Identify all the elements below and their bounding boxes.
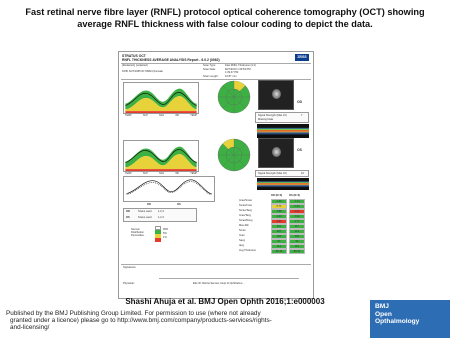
citation: Shashi Ahuja et al. BMJ Open Ophth 2016;1:e000003 (125, 297, 325, 306)
scans-os-label: OS (126, 216, 130, 219)
table-cell-os: 88.36 (289, 249, 305, 254)
table-row-label: Smax/Imax (239, 204, 252, 207)
publisher-line: Published by the BMJ Publishing Group Limited. For permission to use (where not already (6, 310, 261, 317)
combined-tsnit-plot (123, 176, 215, 202)
os-axis-labels (125, 172, 197, 175)
os-fundus-image (258, 138, 294, 168)
scans-os-text: Scans used (138, 216, 152, 219)
report-heading: RNFL THICKNESS AVERAGE ANALYSIS Report - 6.0.2 (0062) (122, 58, 220, 62)
scan-type-label: Scan Type: (203, 64, 216, 67)
oct-report (118, 51, 314, 299)
os-oct-scan (257, 178, 309, 190)
bmj-logo (370, 300, 450, 338)
table-cell-os: 1.77 (289, 219, 305, 224)
os-tsnit-plot (123, 140, 199, 172)
scans-used-box (123, 208, 197, 222)
table-row-label: Smax/Navg (239, 219, 253, 222)
table-row-label: Smax (239, 229, 246, 232)
axis-label: TEMP (125, 114, 132, 117)
table-cell-od: 110 (271, 224, 287, 229)
logo-line: BMJ (375, 303, 389, 310)
table-cell-od: 1.40 (271, 199, 287, 204)
scan-time-value: 1:39:47 PM (225, 71, 239, 75)
od-signal-value: 7 (301, 114, 303, 117)
table-cell-od: 150 (271, 234, 287, 239)
divider (121, 264, 311, 265)
pct-5: 5% (163, 232, 167, 235)
axis-label: TEMP (190, 172, 197, 175)
signature-line (159, 278, 299, 279)
scan-date-value: 8/27/2013 1:39:53 PM (225, 68, 251, 71)
table-row-label: Imax (239, 234, 245, 237)
table-cell-os: 2.93 (289, 214, 305, 219)
axis-label: SUP (142, 172, 148, 175)
table-cell-od: 85.49 (271, 249, 287, 254)
swatch-abnormal (155, 238, 161, 242)
table-header-os: OS (N=3) (289, 194, 301, 197)
od-fundus-image (258, 80, 294, 110)
os-signal-box (255, 170, 309, 177)
table-cell-os: 119 (289, 244, 305, 249)
publisher-notice (6, 310, 306, 332)
od-eye-label: OD (297, 100, 303, 104)
od-oct-scan (257, 124, 309, 138)
od-signal-label: Signal Strength (Max 10) (258, 114, 287, 117)
table-cell-od: 107 (271, 229, 287, 234)
axis-label: SUP (142, 114, 148, 117)
table-cell-os: 0.69 (289, 204, 305, 209)
publisher-line: and-licensing/ (10, 324, 50, 332)
table-cell-os: 1.44 (289, 199, 305, 204)
zeiss-logo: ZEISS (295, 54, 309, 61)
physician-name: Eds ID: Retina Service, Dept of Ophthalmo... (193, 282, 245, 285)
table-row-label: Savg (239, 239, 245, 242)
report-header (122, 54, 220, 62)
os-signal-label: Signal Strength (Max 10) (258, 172, 287, 175)
od-signal-box (255, 112, 309, 123)
scans-os-value: 1,2,3 (158, 216, 164, 219)
table-row-label: Imax/Tavg (239, 214, 251, 217)
od-sector-chart (217, 80, 251, 114)
table-row-label: Avg.Thickness (239, 249, 256, 252)
axis-label: NAS (159, 114, 164, 117)
missing-data-label: Missing Data (258, 118, 273, 121)
logo-line: Opthalmology (375, 318, 420, 326)
scans-od-label: OD (126, 210, 130, 213)
scans-od-text: Scans used (138, 210, 152, 213)
os-eye-label: OS (297, 148, 302, 152)
axis-label: TEMP (190, 114, 197, 117)
od-tsnit-plot (123, 82, 199, 114)
report-brand: STRATUS OCT (122, 54, 146, 58)
os-sector-chart (217, 138, 251, 172)
pct-1: 1% (163, 236, 167, 239)
parameter-table (239, 194, 309, 256)
pct-95: 95% (163, 228, 169, 231)
legend-os: OS (177, 203, 181, 206)
scan-type-value: Fast RNFL Thickness (3.4) (225, 64, 256, 67)
physician-label: Physician: (123, 282, 135, 285)
scan-date-label: Scan Date: (203, 68, 216, 71)
table-cell-os: 117 (289, 224, 305, 229)
signatures-label: Signatures: (123, 266, 137, 269)
axis-label: INF (175, 114, 180, 117)
scans-od-value: 1,2,3 (158, 210, 164, 213)
table-cell-os: 2.03 (289, 209, 305, 214)
axis-label: INF (175, 172, 180, 175)
table-row-label: Max-Min (239, 224, 249, 227)
normal-distribution-label: Normal Distribution Percentiles (131, 228, 144, 238)
table-cell-od: 0.71 (271, 204, 287, 209)
table-row-label: Imax/Smax (239, 199, 252, 202)
publisher-line: granted under a licence) please go to http://www.bmj.com/company/products-services/rights- (10, 317, 272, 325)
table-cell-os: 113 (289, 229, 305, 234)
patient-id: DOB: 6/27/1965 ID:7996/4 (Female (122, 70, 163, 73)
table-header-od: OD (N=3) (271, 194, 283, 197)
logo-line: Open (375, 310, 392, 318)
table-cell-od: 112 (271, 244, 287, 249)
axis-label: NAS (159, 172, 164, 175)
scan-length-label: Scan Length: (203, 74, 219, 78)
axis-label: TEMP (125, 172, 132, 175)
scan-length-value: 10.87 mm (225, 74, 237, 78)
table-cell-od: 2.63 (271, 214, 287, 219)
table-cell-od: 97 (271, 239, 287, 244)
patient-name: [Redacted], [redacted] (122, 64, 148, 67)
os-signal-value: 10 (301, 172, 304, 175)
figure-title: Fast retinal nerve fibre layer (RNFL) protocol optical coherence tomography (OCT) showing average RNFL thickness with false colour coding to depict the data. (25, 7, 425, 29)
table-row-label: Smax/Tavg (239, 209, 252, 212)
table-cell-os: 96 (289, 239, 305, 244)
od-axis-labels (125, 114, 197, 117)
table-cell-od: 1.82 (271, 219, 287, 224)
table-row-label: Iavg (239, 244, 244, 247)
table-cell-od: 1.88 (271, 209, 287, 214)
legend-od: OD (147, 203, 151, 206)
table-cell-os: 163 (289, 234, 305, 239)
